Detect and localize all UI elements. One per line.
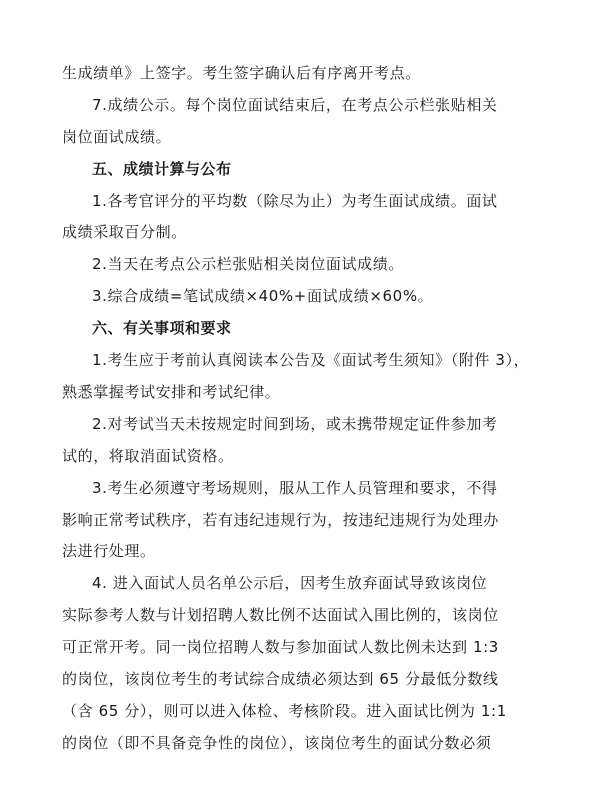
text-line: （含 65 分），则可以进入体检、考核阶段。进入面试比例为 1:1 (62, 702, 507, 720)
text-line: 的岗位（即不具备竞争性的岗位），该岗位考生的面试分数必须 (62, 734, 492, 752)
text-line: 2.当天在考点公示栏张贴相关岗位面试成绩。 (92, 255, 404, 273)
text-line: 影响正常考试秩序，若有违纪违规行为，按违纪违规行为处理办 (62, 511, 499, 529)
text-line: 熟悉掌握考试安排和考试纪律。 (62, 383, 281, 401)
text-line: 法进行处理。 (62, 542, 156, 560)
text-line: 1.各考官评分的平均数（除尽为止）为考生面试成绩。面试 (92, 192, 498, 210)
text-line: 7.成绩公示。每个岗位面试结束后，在考点公示栏张贴相关 (92, 96, 498, 114)
text-line: 成绩采取百分制。 (62, 223, 187, 241)
text-line: 试的，将取消面试资格。 (62, 447, 234, 465)
section-heading: 五、成绩计算与公布 (92, 160, 232, 178)
text-line: 的岗位，该岗位考生的考试综合成绩必须达到 65 分最低分数线 (62, 670, 499, 688)
text-line: 3.综合成绩=笔试成绩×40%+面试成绩×60%。 (92, 287, 434, 305)
text-line: 岗位面试成绩。 (62, 128, 172, 146)
text-line: 实际参考人数与计划招聘人数比例不达面试入围比例的，该岗位 (62, 606, 499, 624)
text-line: 可正常开考。同一岗位招聘人数与参加面试人数比例未达到 1:3 (62, 638, 499, 656)
text-line: 3.考生必须遵守考场规则，服从工作人员管理和要求，不得 (92, 479, 498, 497)
text-line: 生成绩单》上签字。考生签字确认后有序离开考点。 (62, 64, 421, 82)
text-line: 1.考生应于考前认真阅读本公告及《面试考生须知》（附件 3）， (92, 351, 530, 369)
text-line: 4. 进入面试人员名单公示后，因考生放弃面试导致该岗位 (92, 574, 488, 592)
section-heading: 六、有关事项和要求 (92, 319, 232, 337)
text-line: 2.对考试当天未按规定时间到场，或未携带规定证件参加考 (92, 415, 498, 433)
